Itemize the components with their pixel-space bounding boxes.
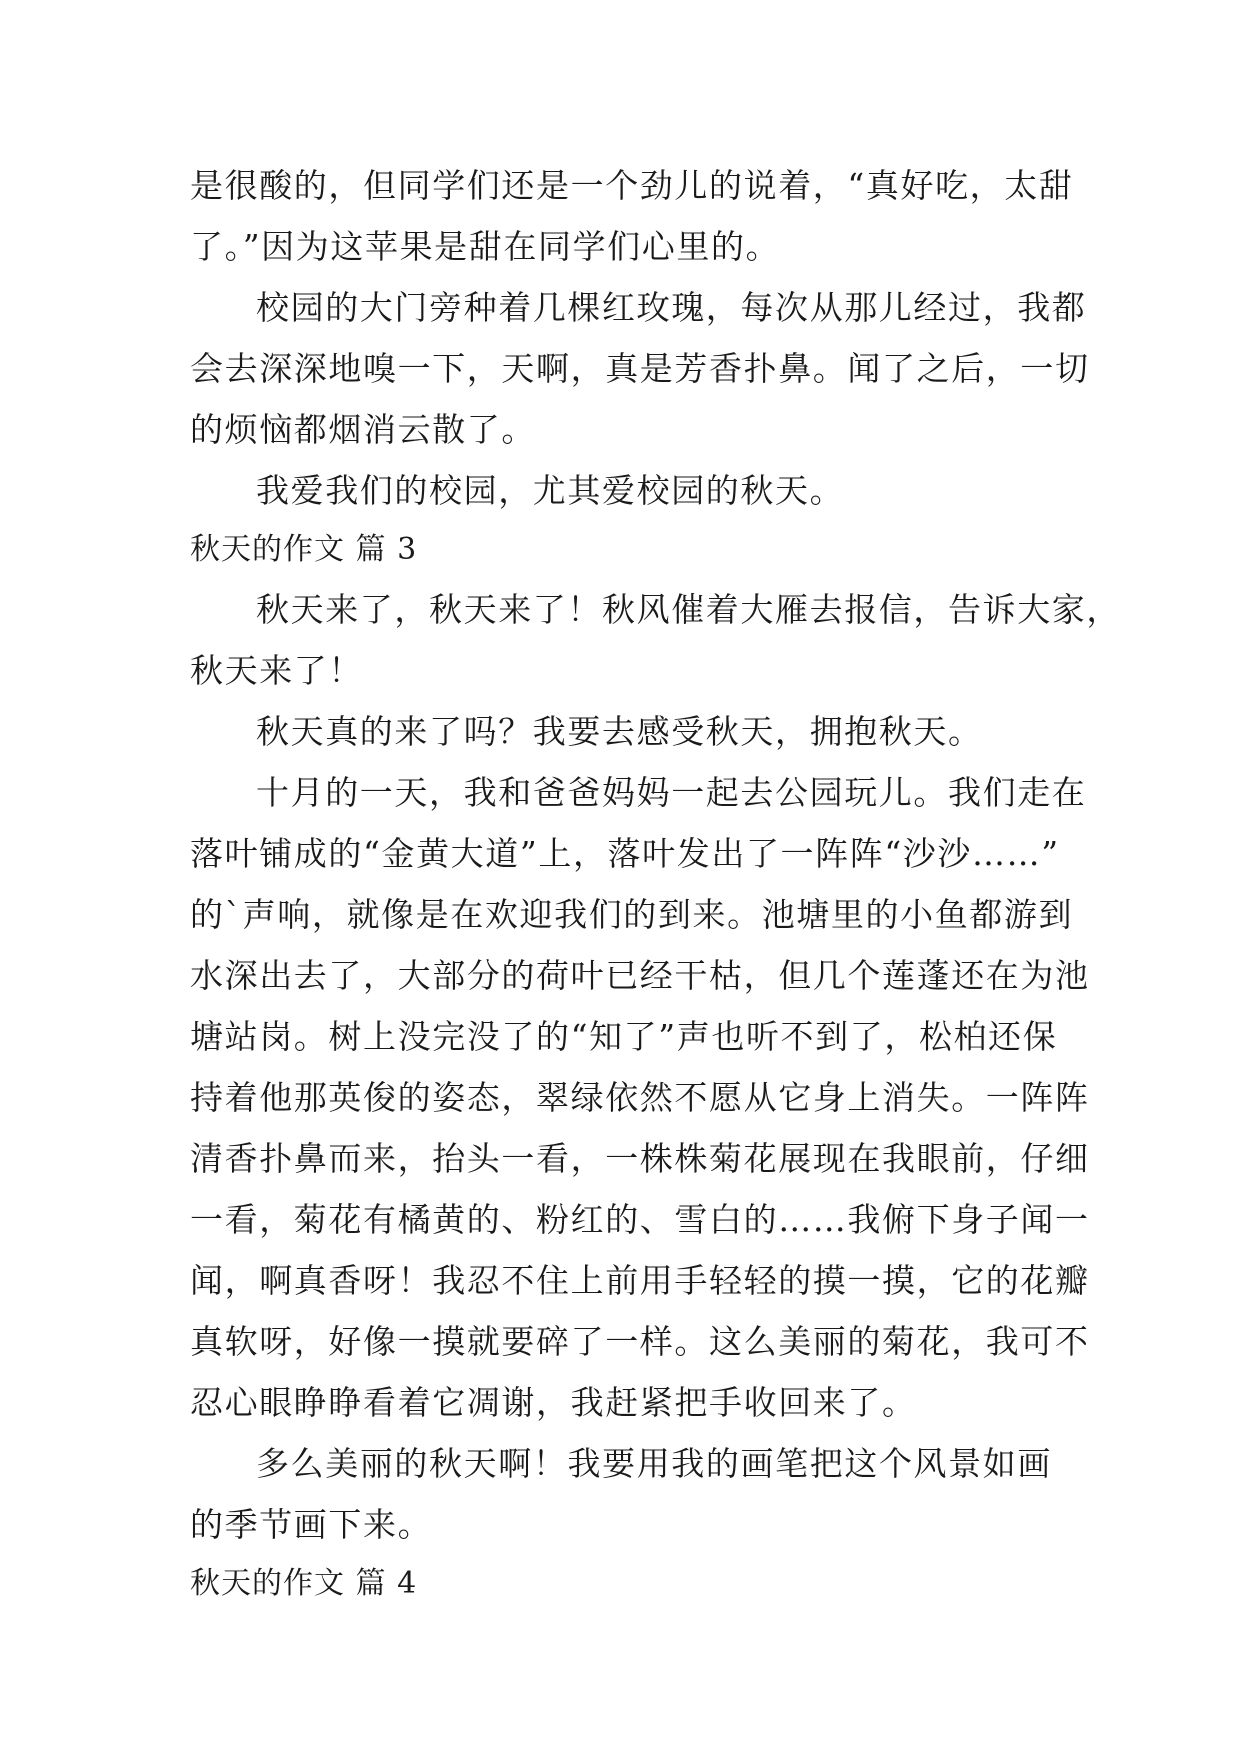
text-line: 十月的一天，我和爸爸妈妈一起去公园玩儿。我们走在 <box>256 773 1087 812</box>
text-line: 一看，菊花有橘黄的、粉红的、雪白的……我俯下身子闻一 <box>190 1200 1090 1239</box>
paragraph <box>190 155 1074 277</box>
text-line: 的烦恼都烟消云散了。 <box>190 410 536 449</box>
text-line: 清香扑鼻而来，抬头一看，一株株菊花展现在我眼前，仔细 <box>190 1139 1090 1178</box>
text-line: 秋天来了！ <box>190 651 363 690</box>
text-line: 忍心眼睁睁看着它凋谢，我赶紧把手收回来了。 <box>190 1383 917 1422</box>
text-line: 校园的大门旁种着几棵红玫瑰，每次从那儿经过，我都 <box>256 288 1087 327</box>
text-line: 秋天来了，秋天来了！秋风催着大雁去报信，告诉大家， <box>256 590 1121 629</box>
text-line: 的`声响，就像是在欢迎我们的到来。池塘里的小鱼都游到 <box>190 895 1074 934</box>
text-line: 是很酸的，但同学们还是一个劲儿的说着，“真好吃，太甜 <box>190 166 1074 205</box>
text-line: 我爱我们的校园，尤其爱校园的秋天。 <box>256 471 845 510</box>
text-line: 真软呀，好像一摸就要碎了一样。这么美丽的菊花，我可不 <box>190 1322 1090 1361</box>
paragraph <box>190 701 1052 762</box>
text-line: 闻，啊真香呀！我忍不住上前用手轻轻的摸一摸，它的花瓣 <box>190 1261 1090 1300</box>
paragraph <box>190 579 1121 701</box>
text-line: 水深出去了，大部分的荷叶已经干枯，但几个莲蓬还在为池 <box>190 956 1090 995</box>
paragraph <box>190 460 1052 521</box>
text-line: 持着他那英俊的姿态，翠绿依然不愿从它身上消失。一阵阵 <box>190 1078 1090 1117</box>
paragraph <box>190 762 1090 1433</box>
text-line: 落叶铺成的“金黄大道”上，落叶发出了一阵阵“沙沙……” <box>190 834 1060 873</box>
text-line: 多么美丽的秋天啊！我要用我的画笔把这个风景如画 <box>256 1444 1052 1483</box>
text-line: 塘站岗。树上没完没了的“知了”声也听不到了，松柏还保 <box>190 1017 1058 1056</box>
document-body <box>190 155 1121 1613</box>
paragraph <box>190 277 1090 460</box>
paragraph <box>190 1433 1052 1555</box>
text-line: 的季节画下来。 <box>190 1505 433 1544</box>
text-line: 秋天真的来了吗？我要去感受秋天，拥抱秋天。 <box>256 712 983 751</box>
section-heading: 秋天的作文 篇 4 <box>190 1566 418 1601</box>
text-line: 会去深深地嗅一下，天啊，真是芳香扑鼻。闻了之后，一切 <box>190 349 1090 388</box>
section-heading: 秋天的作文 篇 3 <box>190 532 418 567</box>
text-line: 了。”因为这苹果是甜在同学们心里的。 <box>190 227 781 266</box>
